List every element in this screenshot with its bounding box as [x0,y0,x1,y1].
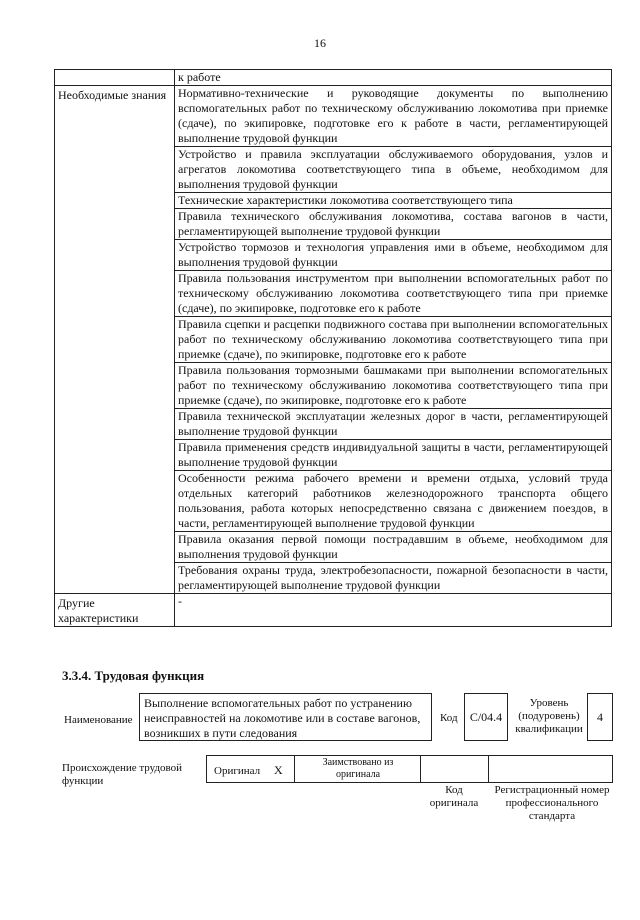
table-row [55,70,612,86]
knowledge-item: Правила применения средств индивидуальной защиты в части, регламентирующей выполнение трудовой функции [175,440,612,471]
table-row [55,86,612,147]
knowledge-item: Технические характеристики локомотива соответствующего типа [175,193,612,209]
page-number: 16 [314,36,326,50]
function-name-value: Выполнение вспомогательных работ по устранению неисправностей на локомотиве или в составе вагонов, возникших в пути следования [144,696,421,740]
function-name-box [139,693,432,741]
continuation-cell: к работе [175,70,612,86]
knowledge-item: Устройство и правила эксплуатации обслуживаемого оборудования, узлов и агрегатов локомотива соответствующего типа в объеме, необходимом для выполнения трудовой функции [175,147,612,193]
knowledge-item: Правила оказания первой помощи пострадавшим в объеме, необходимом для выполнения трудовой функции [175,532,612,563]
code-label: Код [440,712,458,724]
origin-label: Происхождение трудовой функции [62,762,183,787]
code-value-box [464,693,508,741]
level-value-box [587,693,613,741]
knowledge-item: Требования охраны труда, электробезопасности, пожарной безопасности в части, регламентирующей выполнение трудовой функции [175,563,612,594]
knowledge-item: Правила технической эксплуатации железных дорог в части, регламентирующей выполнение трудовой функции [175,409,612,440]
knowledge-item: Нормативно-технические и руководящие документы по выполнению вспомогательных работ по техническому обслуживанию локомотива при приемке (сдаче), по экипировке, подготовке его к работе в части, регламентирующей выполнение трудовой функции [175,86,612,147]
code-original-label: Код оригинала [429,784,479,809]
origin-divider [488,755,489,783]
knowledge-item: Устройство тормозов и технология управления ими в объеме, необходимом для выполнения трудовой функции [175,240,612,271]
knowledge-item: Правила технического обслуживания локомотива, состава вагонов в части, регламентирующей выполнение трудовой функции [175,209,612,240]
original-mark: X [274,763,283,777]
level-value: 4 [597,710,603,724]
level-label: Уровень (подуровень) квалификации [515,697,583,735]
knowledge-item: Правила пользования инструментом при выполнении вспомогательных работ по техническому обслуживанию локомотива соответствующего типа при приемке (сдаче), по экипировке, подготовке его к работе [175,271,612,317]
knowledge-table [54,69,612,627]
name-label: Наименование [64,714,133,726]
original-label: Оригинал [214,765,261,777]
knowledge-item: Особенности режима рабочего времени и времени отдыха, условий труда отдельных категорий работников железнодорожного транспорта общего пользования, работа которых непосредственно связана с движением поездов, в части, регламентирующей выполнение трудовой функции [175,471,612,532]
table-row [55,594,612,627]
registration-number-label: Регистрационный номер профессионального стандарта [494,784,610,822]
empty-label-cell [55,70,175,86]
origin-divider [294,755,295,783]
code-value: С/04.4 [469,710,503,724]
other-characteristics-label: Другие характеристики [55,594,175,627]
knowledge-item: Правила сцепки и расцепки подвижного состава при выполнении вспомогательных работ по техническому обслуживанию локомотива соответствующего типа при приемке (сдаче), по экипировке, подготовке его к работе [175,317,612,363]
other-characteristics-value: - [175,594,612,627]
origin-divider [420,755,421,783]
knowledge-item: Правила пользования тормозными башмаками при выполнении вспомогательных работ по техническому обслуживанию локомотива соответствующего типа при приемке (сдаче), по экипировке, подготовке его к работе [175,363,612,409]
section-title: 3.3.4. Трудовая функция [62,668,205,683]
knowledge-label: Необходимые знания [55,86,175,594]
borrowed-label: Заимствовано из оригинала [322,757,394,780]
